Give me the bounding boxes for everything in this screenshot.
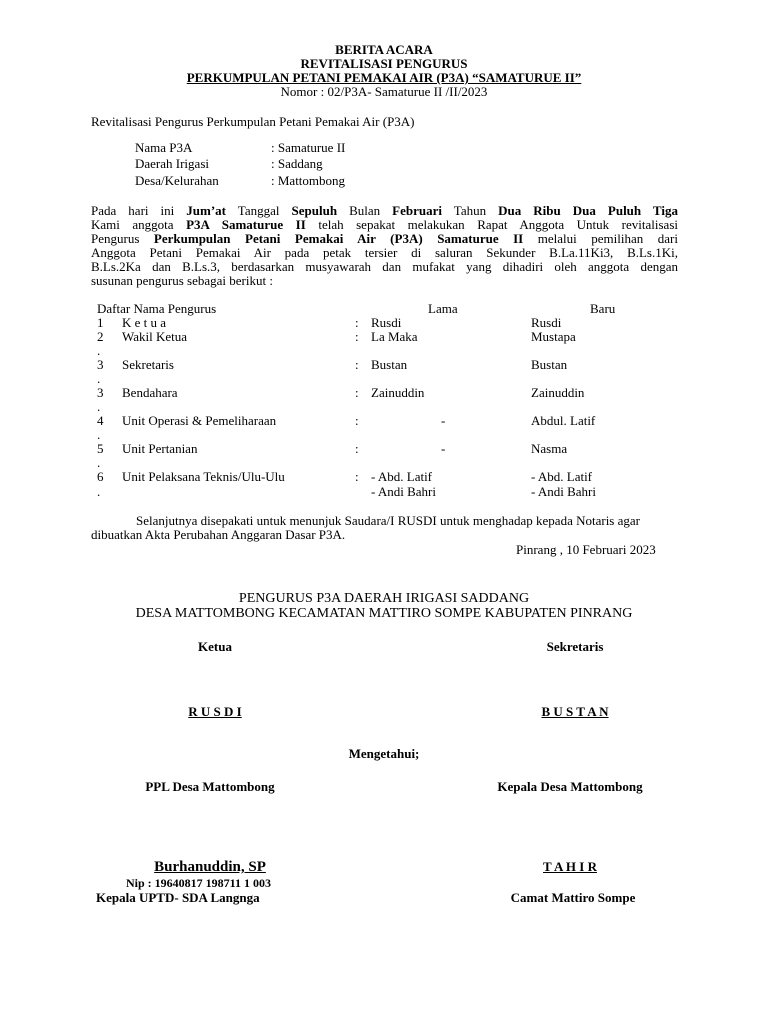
row-colon: : — [355, 329, 359, 344]
doc-subtitle: REVITALISASI PENGURUS — [300, 56, 468, 71]
row-number: 3 — [97, 385, 104, 400]
paragraph-line-4: Anggota Petani Pemakai Air pada petak tersier di saluran Sekunder B.La.11Ki3, B.Ls.1Ki, — [91, 245, 678, 260]
row-role: Unit Pelaksana Teknis/Ulu-Ulu — [122, 469, 285, 484]
row-colon: : — [355, 385, 359, 400]
row-dot: . — [97, 371, 101, 386]
row-number: 6 — [97, 469, 104, 484]
row-dot: . — [97, 427, 101, 442]
row-number: 3 — [97, 357, 104, 372]
row-old-second: - Andi Bahri — [371, 484, 436, 499]
text-segment: Kami anggota — [91, 217, 187, 232]
table-header-label: Daftar Nama Pengurus — [97, 301, 217, 316]
text-bold: Sepuluh — [291, 203, 338, 218]
row-new: Zainuddin — [531, 385, 585, 400]
text-bold: Dua Ribu Dua Puluh Tiga — [498, 203, 678, 218]
paragraph-line-5: B.Ls.2Ka dan B.Ls.3, berdasarkan musyawarah dan mufakat yang dihadiri oleh anggota dengan — [91, 259, 678, 274]
row-role: Bendahara — [122, 385, 178, 400]
row-dot: . — [97, 399, 101, 414]
text-segment: telah sepakat melakukan Rapat Anggota Untuk revitalisasi — [305, 217, 678, 232]
text-segment: Tahun — [442, 203, 499, 218]
identity-label-village: Desa/Kelurahan — [135, 173, 219, 188]
sekretaris-title: Sekretaris — [546, 639, 604, 654]
sekretaris-name: B U S T A N — [541, 704, 609, 719]
identity-value-village: : Mattombong — [271, 173, 346, 188]
doc-org-title: PERKUMPULAN PETANI PEMAKAI AIR (P3A) “SAMATURUE II” — [186, 70, 582, 85]
row-colon: : — [355, 413, 359, 428]
text-segment: Pada hari ini — [91, 203, 187, 218]
ppl-title: PPL Desa Mattombong — [145, 779, 275, 794]
text-bold: Perkumpulan Petani Pemakai Air (P3A) Samaturue II — [153, 231, 524, 246]
row-new: Mustapa — [531, 329, 576, 344]
ppl-name: Burhanuddin, SP — [154, 859, 266, 875]
village-head-name: T A H I R — [543, 859, 597, 874]
row-role: Unit Pertanian — [122, 441, 198, 456]
row-new-second: - Andi Bahri — [531, 484, 596, 499]
row-colon: : — [355, 315, 359, 330]
text-segment: melalui pemilihan dari — [523, 231, 678, 246]
table-header-new: Baru — [590, 301, 616, 316]
text-bold: P3A Samaturue II — [186, 217, 306, 232]
acknowledged-label: Mengetahui; — [348, 746, 420, 761]
row-old: - Abd. Latif — [371, 469, 433, 484]
row-old: La Maka — [371, 329, 418, 344]
row-old: Zainuddin — [371, 385, 425, 400]
text-segment: Tanggal — [226, 203, 292, 218]
org-heading-2: DESA MATTOMBONG KECAMATAN MATTIRO SOMPE KABUPATEN PINRANG — [135, 606, 633, 621]
paragraph-line-3 — [91, 231, 678, 246]
doc-title: BERITA ACARA — [335, 42, 433, 57]
table-header-old: Lama — [428, 301, 458, 316]
row-colon: : — [355, 469, 359, 484]
row-new: Abdul. Latif — [531, 413, 596, 428]
identity-value-irrigation: : Saddang — [271, 156, 323, 171]
row-old: - — [441, 413, 446, 428]
ppl-nip: Nip : 19640817 198711 1 003 — [126, 876, 272, 890]
paragraph-line-1 — [91, 203, 678, 218]
row-number: 5 — [97, 441, 104, 456]
row-old: Rusdi — [371, 315, 402, 330]
row-number: 4 — [97, 413, 104, 428]
place-date: Pinrang , 10 Februari 2023 — [516, 542, 656, 557]
row-new: Nasma — [531, 441, 568, 456]
paragraph-line-2 — [91, 217, 678, 232]
row-colon: : — [355, 441, 359, 456]
row-number: 2 — [97, 329, 104, 344]
ketua-title: Ketua — [198, 639, 232, 654]
text-segment: Bulan — [337, 203, 393, 218]
identity-label-irrigation: Daerah Irigasi — [135, 156, 209, 171]
row-number: 1 — [97, 315, 104, 330]
doc-number: Nomor : 02/P3A- Samaturue II /II/2023 — [280, 84, 488, 99]
row-colon: : — [355, 357, 359, 372]
identity-value-name: : Samaturue II — [271, 140, 346, 155]
text-segment: Pengurus — [91, 231, 154, 246]
row-dot: . — [97, 343, 101, 358]
row-dot: . — [97, 455, 101, 470]
paragraph-line-6: susunan pengurus sebagai berikut : — [91, 273, 273, 288]
row-role: Wakil Ketua — [122, 329, 188, 344]
row-role: Sekretaris — [122, 357, 174, 372]
row-old: Bustan — [371, 357, 408, 372]
closing-line-2: dibuatkan Akta Perubahan Anggaran Dasar P3A. — [91, 527, 346, 542]
row-role: K e t u a — [122, 315, 167, 330]
row-new: Bustan — [531, 357, 568, 372]
row-new: - Abd. Latif — [531, 469, 593, 484]
ppl-position: Kepala UPTD- SDA Langnga — [96, 890, 260, 905]
text-bold: Jum’at — [186, 203, 226, 218]
intro-text: Revitalisasi Pengurus Perkumpulan Petani Pemakai Air (P3A) — [91, 114, 415, 129]
row-old: - — [441, 441, 446, 456]
village-head-title: Kepala Desa Mattombong — [497, 779, 643, 794]
text-bold: Februari — [392, 203, 442, 218]
closing-line-1: Selanjutnya disepakati untuk menunjuk Saudara/I RUSDI untuk menghadap kepada Notaris agar — [136, 513, 640, 528]
camat-title: Camat Mattiro Sompe — [510, 890, 636, 905]
org-heading-1: PENGURUS P3A DAERAH IRIGASI SADDANG — [238, 591, 530, 606]
row-dot: . — [97, 484, 101, 499]
row-new: Rusdi — [531, 315, 562, 330]
ketua-name: R U S D I — [188, 704, 242, 719]
row-role: Unit Operasi & Pemeliharaan — [122, 413, 277, 428]
identity-label-name: Nama P3A — [135, 140, 193, 155]
